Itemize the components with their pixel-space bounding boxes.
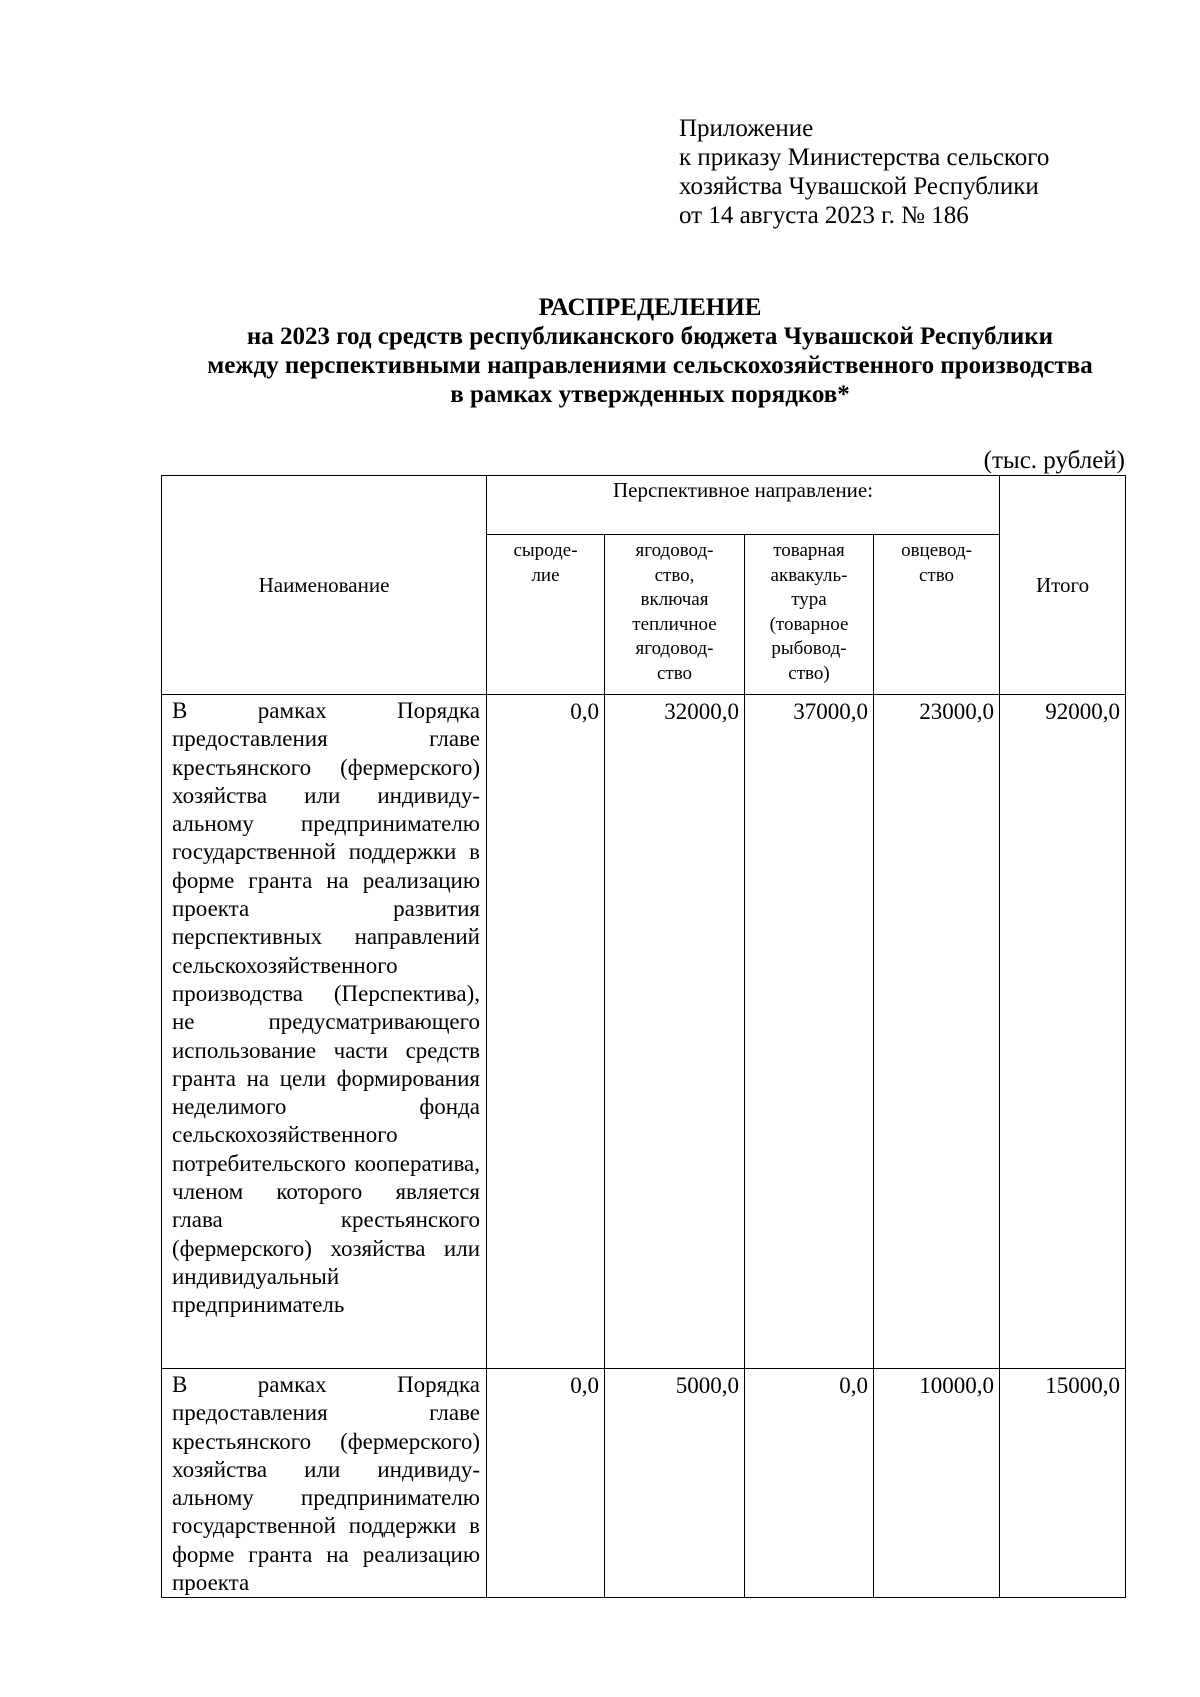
subheader-sheep: овцевод- ство bbox=[874, 535, 1000, 695]
row-value-aquaculture: 0,0 bbox=[745, 1369, 874, 1598]
appendix-line: хозяйства Чувашской Республики bbox=[679, 173, 1039, 200]
document-heading bbox=[150, 293, 1150, 409]
heading-line: в рамках утвержденных порядков* bbox=[450, 381, 850, 408]
subheader-aquaculture: товарная аквакуль- тура (товарное рыбовод- ство) bbox=[745, 535, 874, 695]
row-value-sheep: 10000,0 bbox=[874, 1369, 1000, 1598]
header-total: Итого bbox=[1000, 476, 1126, 695]
subheader-cheese: сыроде- лие bbox=[487, 535, 605, 695]
subheader-berries: ягодовод- ство, включая тепличное ягодовод- ство bbox=[605, 535, 745, 695]
row-value-berries: 5000,0 bbox=[605, 1369, 745, 1598]
heading-line: на 2023 год средств республиканского бюджета Чувашской Республики bbox=[246, 323, 1054, 350]
document-title: РАСПРЕДЕЛЕНИЕ bbox=[538, 294, 762, 321]
heading-line: между перспективными направлениями сельскохозяйственного производства bbox=[207, 352, 1093, 379]
row-value-berries: 32000,0 bbox=[605, 695, 745, 1369]
header-directions: Перспективное направление: bbox=[487, 476, 1000, 535]
units-note: (тыс. рублей) bbox=[983, 447, 1125, 474]
row-value-sheep: 23000,0 bbox=[874, 695, 1000, 1369]
row-value-cheese: 0,0 bbox=[487, 695, 605, 1369]
row-value-cheese: 0,0 bbox=[487, 1369, 605, 1598]
row-value-aquaculture: 37000,0 bbox=[745, 695, 874, 1369]
header-name: Наименование bbox=[162, 476, 487, 695]
table-row bbox=[162, 695, 1126, 1369]
appendix-line: к приказу Министерства сельского bbox=[679, 144, 1050, 171]
row-total: 92000,0 bbox=[1000, 695, 1126, 1369]
table-header-row bbox=[162, 476, 1126, 535]
table-row bbox=[162, 1369, 1126, 1598]
distribution-table bbox=[161, 475, 1126, 1598]
row-name: В рамках Порядка предоставления главе крестьянского (фермерского) хозяйства или индивидуальному предпринимателю государственной поддержки в форме гранта на реализацию проекта bbox=[162, 1369, 487, 1598]
appendix-block bbox=[679, 114, 1049, 230]
row-name: В рамках Порядка предоставления главе крестьянского (фермерского) хозяйства или индивидуальному предпринимателю государственной поддержки в форме гранта на реализацию проекта развития перспективных направлений сельскохозяйственного производства (Перспектива), не предусматривающего использование части средств гранта на цели формирования неделимого фонда сельскохозяйственного потребительского кооператива, членом которого является глава крестьянского (фермерского) хозяйства или индивидуальный предприниматель bbox=[162, 695, 487, 1369]
appendix-line: от 14 августа 2023 г. № 186 bbox=[679, 202, 969, 229]
row-total: 15000,0 bbox=[1000, 1369, 1126, 1598]
appendix-line: Приложение bbox=[679, 115, 814, 142]
